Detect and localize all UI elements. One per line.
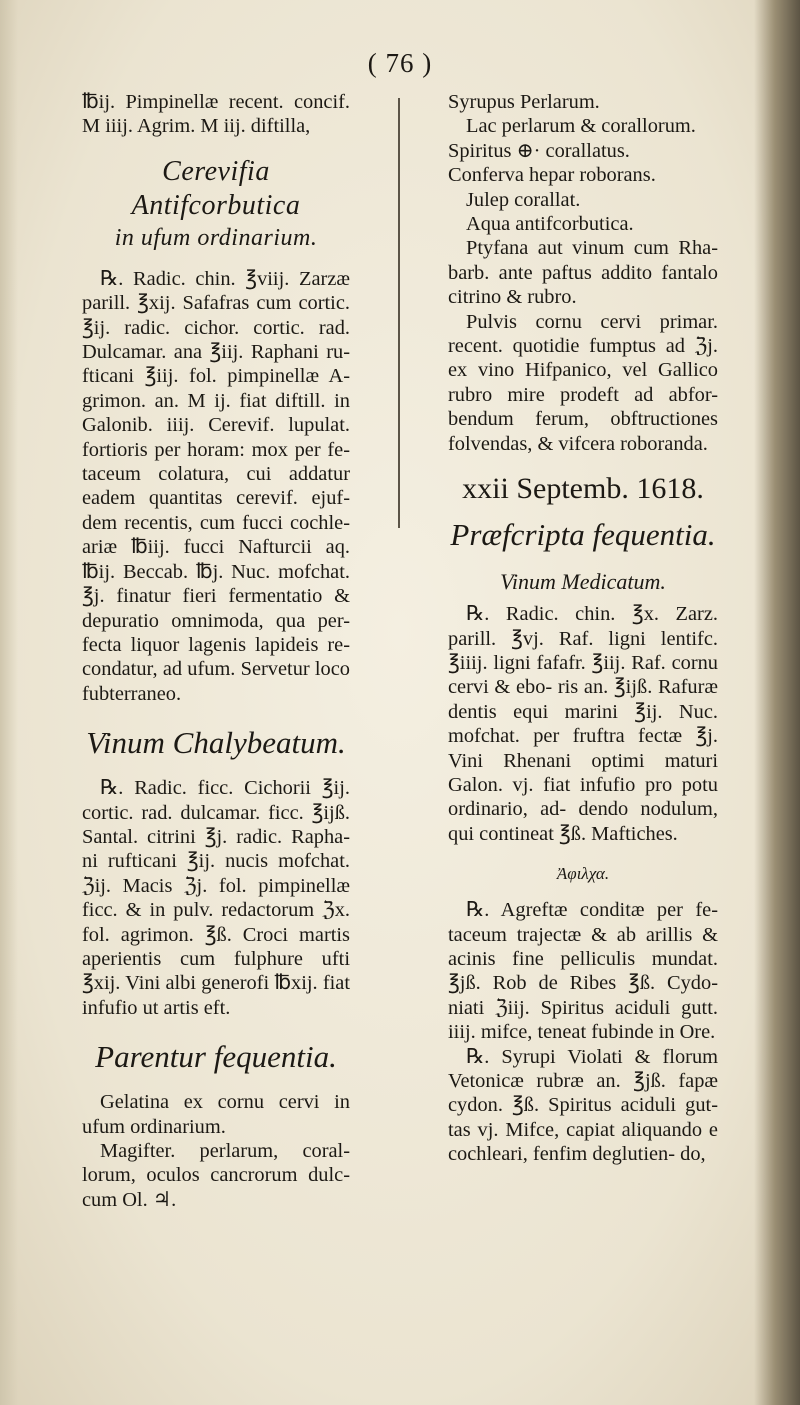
page-right-edge — [754, 0, 800, 1405]
paragraph-gelatina: Gelatina ex cornu cervi in ufum ordinarium. — [82, 1091, 350, 1138]
recipe-vinum-chalybeatum: ℞. Radic. ficc. Cichorii ℥ij. cortic. rad. dulcamar. ficc. ℥ijß. Santal. citrini ℥j. radic. Rapha- ni rufticani ℥ij. nucis mofchat. ℨij. Macis ℨj. fol. pimpinellæ ficc. & in pulv. redactorum ℨx. fol. agrimon. ℥ß. Croci martis aperientis cum fulphure ufti ℥xij. Vini albi generofi ℔xij. fiat infufio ut artis eft. — [82, 777, 350, 1019]
recipe-cerevisia: ℞. Radic. chin. ℥viij. Zarzæ parill. ℥xij. Safafras cum cortic. ℥ij. radic. cichor. cortic. rad. Dulcamar. ana ℥iij. Raphani ru- fticani ℥iij. fol. pimpinellæ A- grimon. an. M ij. fiat diftill. in Galonib. iiij. Cerevif. lupulat. fortioris per horam: mox per fe- taceum colatura, cui addatur eadem quantitas cerevif. ejuf- dem recentis, cum fucci cochle- ariæ ℔iij. fucci Nafturcii aq. ℔ij. Beccab. ℔j. Nuc. mofchat. ℥j. finatur fieri fermentatio & depuratio omnimoda, qua per- fecta liquor lagenis lapideis re- condatur, ad ufum. Servetur loco fubterraneo. — [82, 267, 350, 705]
paragraph-magister: Magifter. perlarum, coral- lorum, oculos cancrorum dulc- cum Ol. ♃. — [82, 1140, 350, 1211]
paragraph-pulvis: Pulvis cornu cervi primar. recent. quotidie fumptus ad ℨj. ex vino Hifpanico, vel Gallico rubro mire prodeft ad abfor- bendum ferum, obftructiones folvendas, & vifcera roboranda. — [448, 310, 718, 455]
list-item: Julep corallat. — [466, 188, 581, 211]
list-item: Syrupus Perlarum. — [448, 91, 600, 113]
heading-vinum-medicatum: Vinum Medicatum. — [500, 569, 666, 595]
paragraph-ptysana: Ptyfana aut vinum cum Rha- barb. ante paftus addito fantalo citrino & rubro. — [448, 237, 718, 309]
heading-praescripta: Præfcripta fequentia. — [450, 517, 716, 553]
recipe-agresta: ℞. Agreftæ conditæ per fe- taceum trajectæ & ab arillis & acinis fine pelliculis mundat. ℥jß. Rob de Ribes ℥ß. Cydo- niati ℨiij. Spiritus aciduli gutt. iiij. mifce, teneat fubinde in Ore. — [448, 899, 718, 1044]
greek-heading: Ἀφιλχα. — [556, 864, 610, 884]
page-number: ( 76 ) — [367, 48, 433, 78]
heading-cerevisia-line2: in ufum ordinarium. — [114, 224, 318, 251]
list-item: Lac perlarum & corallorum. — [466, 115, 696, 138]
heading-cerevisia-line1: Cerevifia Antifcorbutica — [131, 155, 301, 221]
preparation-list — [448, 90, 718, 236]
date-heading: xxii Septemb. 1618. — [462, 472, 704, 506]
list-item: Conferva hepar roborans. — [448, 164, 656, 187]
heading-cerevisia — [82, 155, 350, 253]
heading-vinum-chalybeatum: Vinum Chalybeatum. — [86, 725, 346, 761]
recipe-vinum-medicatum: ℞. Radic. chin. ℥x. Zarz. parill. ℥vj. Raf. ligni lentifc. ℥iiij. ligni fafafr. ℥iij. Raf. cornu cervi & ebo- ris an. ℥ijß. Rafuræ dentis equi marini ℥ij. Nuc. mofchat. per fruftra fectæ ℥j. Vini Rhenani optimi maturi Galon. vj. fiat infufio pro potu ordinario, ad- dendo nodulum, qui contineat ℥ß. Maftiches. — [448, 603, 718, 845]
heading-parentur: Parentur fequentia. — [95, 1039, 337, 1075]
right-column — [448, 90, 718, 1167]
column-divider — [398, 98, 400, 528]
left-intro-text: ℔ij. Pimpinellæ recent. concif. M iiij. Agrim. M iij. diftilla, — [82, 91, 350, 138]
page-left-shadow — [0, 0, 18, 1405]
recipe-syrupi: ℞. Syrupi Violati & florum Vetonicæ rubræ an. ℥jß. fapæ cydon. ℥ß. Spiritus aciduli gut- tas vj. Mifce, capiat aliquando e cochleari, fenfim deglutien- do, — [448, 1045, 718, 1166]
list-item: Spiritus ⊕· corallatus. — [448, 139, 630, 162]
left-column — [82, 90, 350, 1212]
list-item: Aqua antifcorbutica. — [466, 213, 634, 236]
